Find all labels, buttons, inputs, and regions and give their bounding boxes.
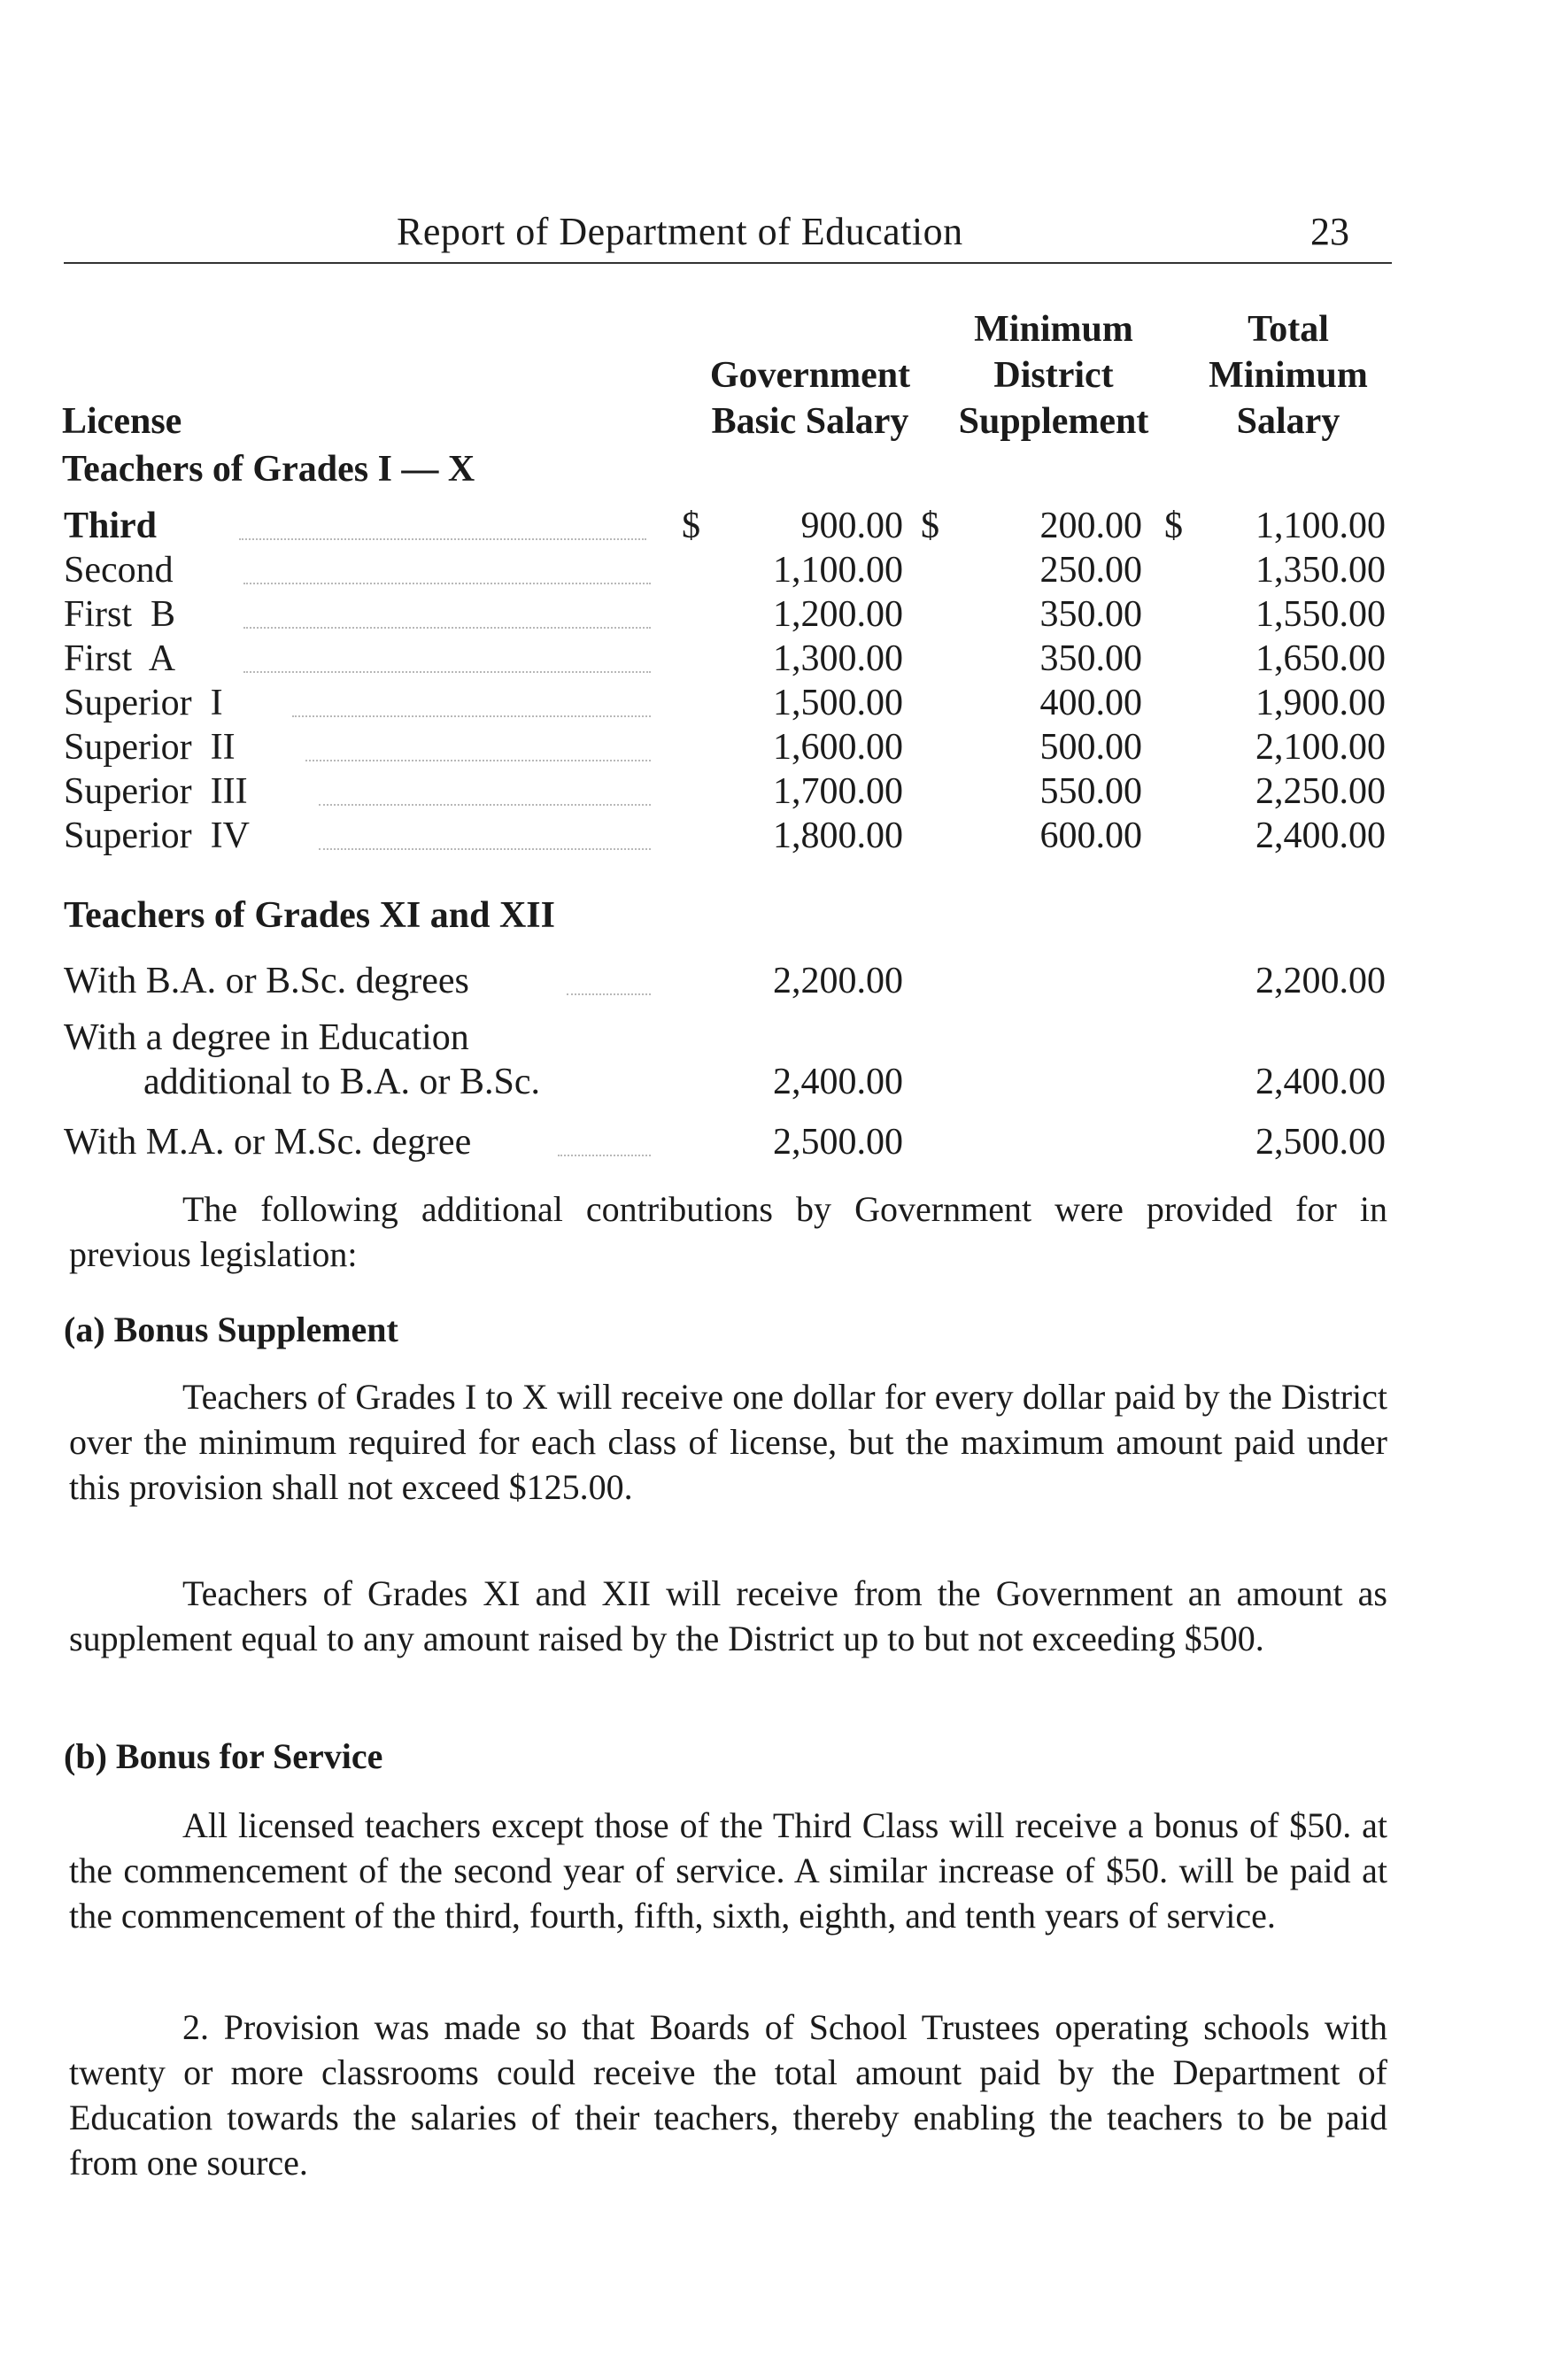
gov-value: 900.00: [800, 506, 903, 546]
col-district-line3: Supplement: [958, 401, 1149, 442]
gov-value: 2,500.00: [773, 1122, 903, 1163]
gov-value: 2,200.00: [773, 961, 903, 1001]
section-a-paragraph-2: Teachers of Grades XI and XII will receive from the Government an amount as supplement equal to any amount raised by the District up to but not exceeding $500.: [69, 1573, 1387, 1658]
district-value: 350.00: [1039, 638, 1142, 679]
running-header-title: Report of Department of Education: [397, 210, 963, 253]
col-license: License: [62, 401, 182, 442]
total-value: 1,650.00: [1255, 638, 1386, 679]
col-gov-line2: Basic Salary: [711, 401, 909, 442]
dollar-sign: $: [921, 506, 939, 546]
row-label: With B.A. or B.Sc. degrees: [64, 961, 469, 1001]
total-value: 2,200.00: [1255, 961, 1386, 1001]
gov-value: 1,200.00: [773, 594, 903, 635]
section-a-paragraph-1: Teachers of Grades I to X will receive one dollar for every dollar paid by the District over the minimum required for each class of license, but the maximum amount paid under this provision shall not exceed $125.00.: [69, 1377, 1387, 1507]
row-label: Third: [64, 506, 158, 546]
district-value: 550.00: [1039, 771, 1142, 812]
district-value: 600.00: [1039, 815, 1142, 856]
row-label: Superior IV: [64, 815, 250, 856]
district-value: 400.00: [1039, 683, 1142, 723]
col-total-line3: Salary: [1236, 401, 1340, 442]
row-label: Superior III: [64, 771, 248, 812]
gov-value: 1,500.00: [773, 683, 903, 723]
row-label: First A: [64, 638, 176, 679]
total-value: 2,400.00: [1255, 1062, 1386, 1102]
total-value: 2,100.00: [1255, 727, 1386, 768]
district-value: 200.00: [1039, 506, 1142, 546]
row-label: With a degree in Education: [64, 1017, 469, 1058]
total-value: 2,500.00: [1255, 1122, 1386, 1163]
col-total-line2: Minimum: [1209, 355, 1368, 396]
district-value: 350.00: [1039, 594, 1142, 635]
header-rule: [64, 262, 1392, 264]
total-value: 1,550.00: [1255, 594, 1386, 635]
gov-value: 1,800.00: [773, 815, 903, 856]
section-a-heading: (a) Bonus Supplement: [64, 1310, 398, 1349]
row-label: With M.A. or M.Sc. degree: [64, 1122, 472, 1163]
gov-value: 1,100.00: [773, 550, 903, 591]
dollar-sign: $: [1164, 506, 1183, 546]
total-value: 1,100.00: [1255, 506, 1386, 546]
section-grades-i-x: Teachers of Grades I — X: [62, 449, 475, 490]
total-value: 2,250.00: [1255, 771, 1386, 812]
district-value: 250.00: [1039, 550, 1142, 591]
section-b-heading: (b) Bonus for Service: [64, 1736, 383, 1776]
total-value: 1,900.00: [1255, 683, 1386, 723]
col-district-line2: District: [993, 355, 1114, 396]
gov-value: 2,400.00: [773, 1062, 903, 1102]
row-label: Superior I: [64, 683, 223, 723]
col-district-line1: Minimum: [974, 309, 1133, 350]
item-2-paragraph: 2. Provision was made so that Boards of School Trustees operating schools with twenty or more classrooms could receive the total amount paid by the Department of Education towards the salaries of their teachers, thereby enabling the teachers to be paid from one source.: [69, 2007, 1387, 2183]
row-label: First B: [64, 594, 176, 635]
gov-value: 1,600.00: [773, 727, 903, 768]
row-label: Superior II: [64, 727, 236, 768]
col-gov-line1: Government: [709, 355, 911, 396]
col-total-line1: Total: [1248, 309, 1329, 350]
total-value: 1,350.00: [1255, 550, 1386, 591]
section-b-paragraph-1: All licensed teachers except those of the Third Class will receive a bonus of $50. at the commencement of the second year of service. A similar increase of $50. will be paid at the commencement of the third, fourth, fifth, sixth, eighth, and tenth years of service.: [69, 1805, 1387, 1936]
row-label-continued: additional to B.A. or B.Sc.: [143, 1062, 540, 1102]
dollar-sign: $: [682, 506, 700, 546]
page-number: 23: [1310, 210, 1349, 253]
district-value: 500.00: [1039, 727, 1142, 768]
gov-value: 1,700.00: [773, 771, 903, 812]
row-label: Second: [64, 550, 174, 591]
gov-value: 1,300.00: [773, 638, 903, 679]
section-grades-xi-xii: Teachers of Grades XI and XII: [64, 895, 555, 936]
total-value: 2,400.00: [1255, 815, 1386, 856]
intro-paragraph: The following additional contributions by Government were provided for in previous legislation:: [69, 1189, 1387, 1274]
